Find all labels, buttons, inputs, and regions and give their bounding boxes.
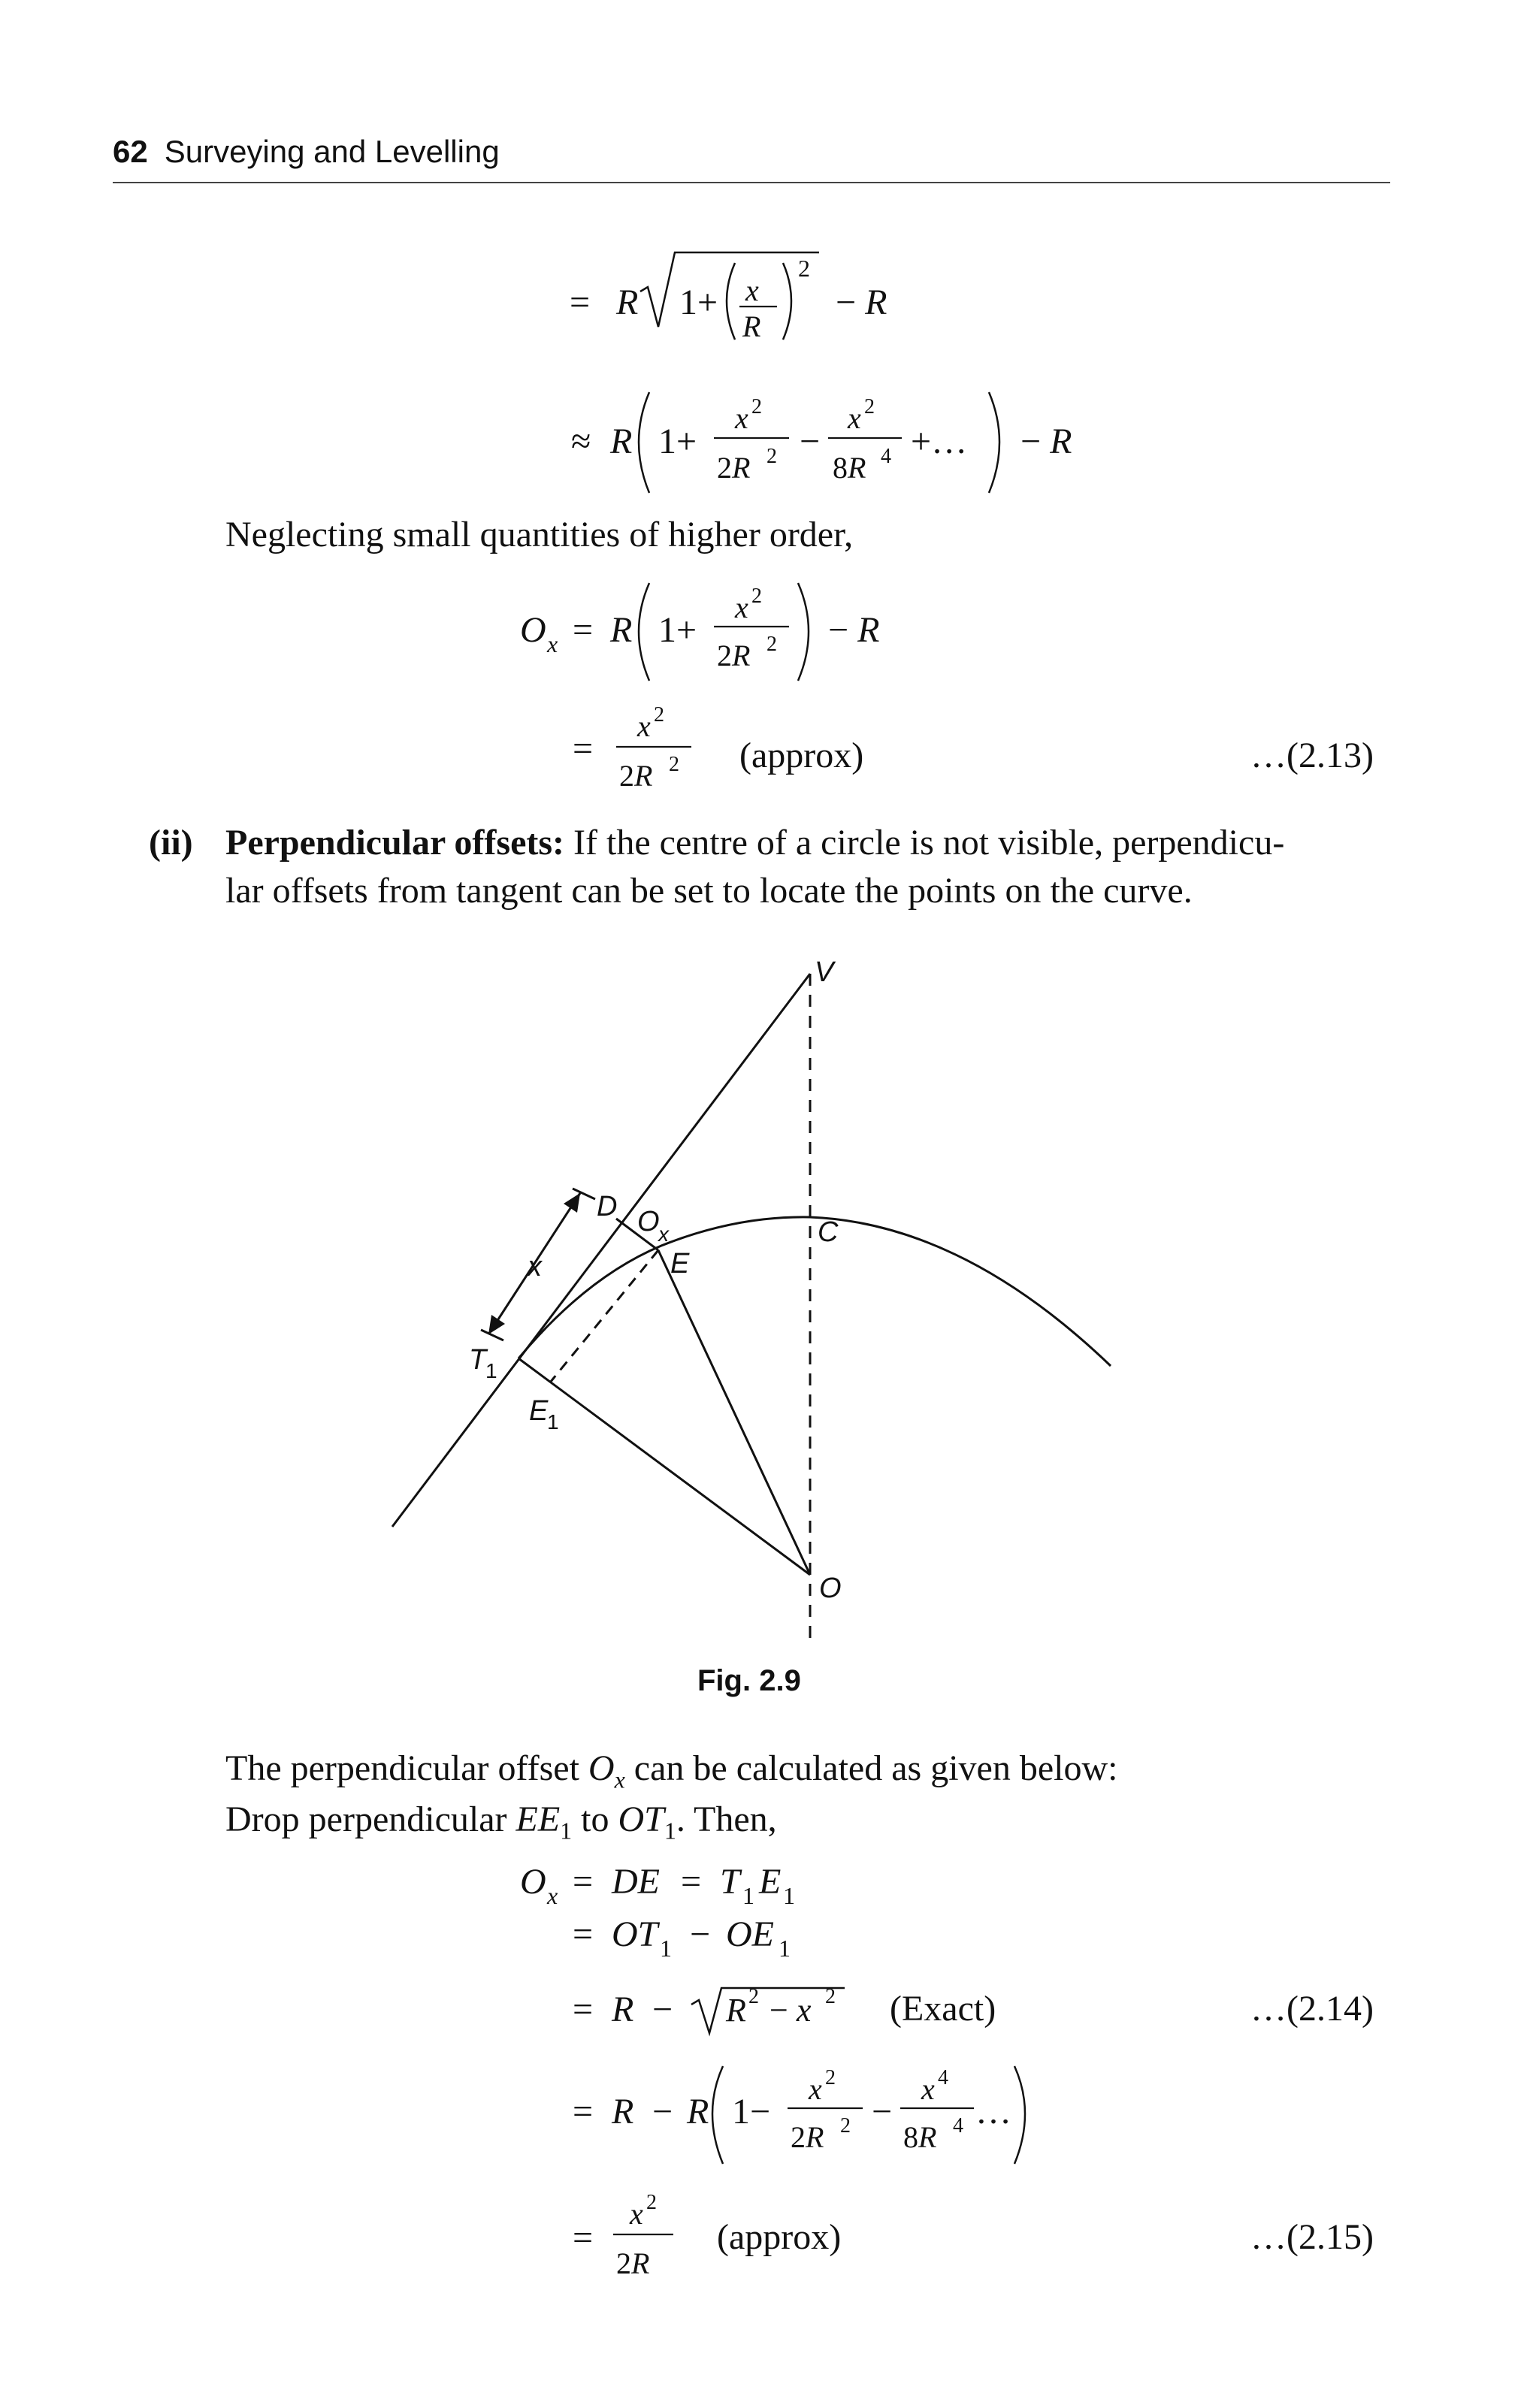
svg-text:2: 2 (864, 395, 875, 418)
book-title: Surveying and Levelling (164, 134, 500, 169)
drop-sentence-to: to (581, 1799, 609, 1839)
radius-line-t1-o (519, 1358, 810, 1575)
svg-text:4: 4 (938, 2066, 948, 2089)
section-paragraph-line2: lar offsets from tangent can be set to locate the points on the curve. (225, 871, 1193, 911)
svg-text:2: 2 (669, 753, 679, 776)
svg-text:1: 1 (783, 1882, 795, 1909)
label-e1: E (529, 1395, 549, 1427)
equation-ot1-oe1 (573, 1914, 791, 1962)
svg-text:2: 2 (654, 703, 664, 727)
svg-text:−: − (872, 2092, 893, 2132)
svg-text:R: R (742, 310, 761, 343)
svg-text:OT: OT (612, 1914, 658, 1954)
svg-text:R: R (612, 2092, 634, 2132)
svg-text:−: − (690, 1914, 711, 1954)
svg-text:x: x (547, 630, 558, 657)
svg-text:x: x (735, 401, 748, 435)
svg-text:x: x (745, 273, 759, 307)
svg-text:− R: − R (836, 282, 887, 322)
svg-text:2: 2 (646, 2191, 657, 2214)
svg-text:=: = (573, 1914, 594, 1954)
offset-sentence-suffix: can be calculated as given below: (633, 1748, 1118, 1788)
drop-sentence: Drop perpendicular $EE_1$ to $OT_1$. Then, (225, 1799, 777, 1845)
equation-x2-2r (573, 2191, 673, 2280)
svg-text:=: = (573, 729, 594, 769)
svg-text:2R: 2R (619, 759, 653, 793)
svg-text:=: = (573, 2092, 594, 2132)
svg-text:=: = (573, 610, 594, 650)
drop-sentence-prefix: Drop perpendicular (225, 1799, 507, 1839)
svg-text:− x: − x (770, 1992, 812, 2029)
svg-text:R: R (616, 282, 639, 322)
radius-line-e-o (658, 1250, 810, 1575)
label-c: C (818, 1216, 839, 1248)
svg-text:8R: 8R (903, 2120, 937, 2154)
svg-text:1+: 1+ (658, 421, 697, 461)
svg-text:1: 1 (660, 1935, 672, 1962)
svg-text:2R: 2R (616, 2246, 650, 2280)
svg-text:E: E (759, 1862, 782, 1902)
svg-text:2: 2 (766, 445, 777, 468)
svg-text:R: R (610, 421, 633, 461)
svg-text:2: 2 (825, 1985, 836, 2008)
svg-text:2R: 2R (717, 639, 751, 672)
svg-text:x: x (630, 2197, 643, 2231)
svg-text:1: 1 (742, 1882, 754, 1909)
svg-text:1+: 1+ (658, 610, 697, 650)
equation-number-2-14: …(2.14) (1250, 1989, 1374, 2029)
svg-text:R: R (612, 1990, 634, 2029)
svg-text:R: R (726, 1992, 746, 2029)
svg-text:2: 2 (751, 395, 762, 418)
svg-text:2: 2 (825, 2066, 836, 2089)
section-marker: (ii) (149, 823, 193, 863)
svg-text:−: − (652, 1990, 673, 2029)
svg-text:=: = (573, 1990, 594, 2029)
equation-exact (573, 1985, 845, 2033)
dimension-arrow-bottom (488, 1315, 505, 1334)
equation-number-2-13: …(2.13) (1250, 736, 1374, 775)
svg-text:2R: 2R (717, 451, 751, 485)
svg-text:1+: 1+ (679, 282, 718, 322)
label-e: E (670, 1248, 690, 1280)
svg-text:x: x (735, 591, 748, 624)
section-text-line1: If the centre of a circle is not visible, perpendicu- (573, 823, 1285, 863)
label-e1-sub: 1 (547, 1410, 559, 1434)
svg-text:R: R (610, 610, 633, 650)
dashed-line-e-e1 (550, 1250, 658, 1382)
circular-curve (519, 1217, 1111, 1366)
exact-note: (Exact) (890, 1989, 996, 2029)
section-heading: Perpendicular offsets: (225, 823, 565, 863)
dimension-arrow-top (564, 1193, 580, 1213)
approx-note-2: (approx) (717, 2217, 842, 2257)
svg-text:x: x (848, 401, 861, 435)
svg-text:x: x (809, 2072, 822, 2106)
svg-text:DE: DE (612, 1862, 660, 1902)
svg-text:2R: 2R (791, 2120, 824, 2154)
svg-text:=: = (681, 1862, 702, 1902)
svg-text:1: 1 (779, 1935, 791, 1962)
label-t1: T (469, 1344, 487, 1376)
label-d: D (597, 1191, 618, 1222)
svg-text:−: − (800, 421, 821, 461)
svg-text:…: … (975, 2092, 1011, 2132)
drop-sentence-then: . Then, (676, 1799, 777, 1839)
svg-text:2: 2 (751, 585, 762, 608)
svg-text:=: = (570, 282, 591, 322)
svg-text:≈: ≈ (571, 421, 591, 461)
svg-text:4: 4 (953, 2114, 963, 2138)
approx-note-1: (approx) (739, 736, 864, 775)
svg-text:OE: OE (726, 1914, 774, 1954)
svg-text:=: = (573, 1862, 594, 1902)
svg-text:2: 2 (840, 2114, 851, 2138)
offset-sentence: The perpendicular offset $O_x$ can be calculated as given below: (225, 1748, 1118, 1793)
tangent-line (392, 974, 810, 1527)
svg-text:4: 4 (881, 445, 891, 468)
svg-text:O: O (520, 1862, 546, 1902)
svg-text:8R: 8R (833, 451, 866, 485)
svg-text:2: 2 (798, 255, 810, 282)
svg-text:x: x (637, 709, 651, 743)
label-o: O (819, 1573, 842, 1604)
svg-text:x: x (921, 2072, 935, 2106)
svg-text:R: R (687, 2092, 709, 2132)
label-v: V (815, 956, 834, 988)
svg-text:−: − (652, 2092, 673, 2132)
equation-binomial (573, 2066, 1025, 2164)
label-x: x (528, 1251, 542, 1283)
svg-text:2: 2 (766, 633, 777, 656)
offset-sentence-prefix: The perpendicular offset (225, 1748, 579, 1788)
label-ox-sub: x (658, 1222, 669, 1246)
svg-text:− R: − R (1020, 421, 1072, 461)
svg-text:O: O (520, 610, 546, 650)
svg-text:1−: 1− (732, 2092, 771, 2132)
svg-text:=: = (573, 2218, 594, 2258)
equation-ox-de (520, 1862, 795, 1909)
svg-text:− R: − R (828, 610, 880, 650)
label-ox: O (637, 1206, 660, 1237)
equation-number-2-15: …(2.15) (1250, 2217, 1374, 2257)
svg-text:T: T (720, 1862, 740, 1902)
neglect-text: Neglecting small quantities of higher order, (225, 515, 854, 554)
svg-text:2: 2 (748, 1985, 759, 2008)
label-t1-sub: 1 (485, 1359, 497, 1382)
page-number: 62 (113, 134, 148, 169)
svg-text:+…: +… (911, 421, 968, 461)
svg-text:x: x (547, 1882, 558, 1909)
figure-caption: Fig. 2.9 (697, 1664, 801, 1697)
